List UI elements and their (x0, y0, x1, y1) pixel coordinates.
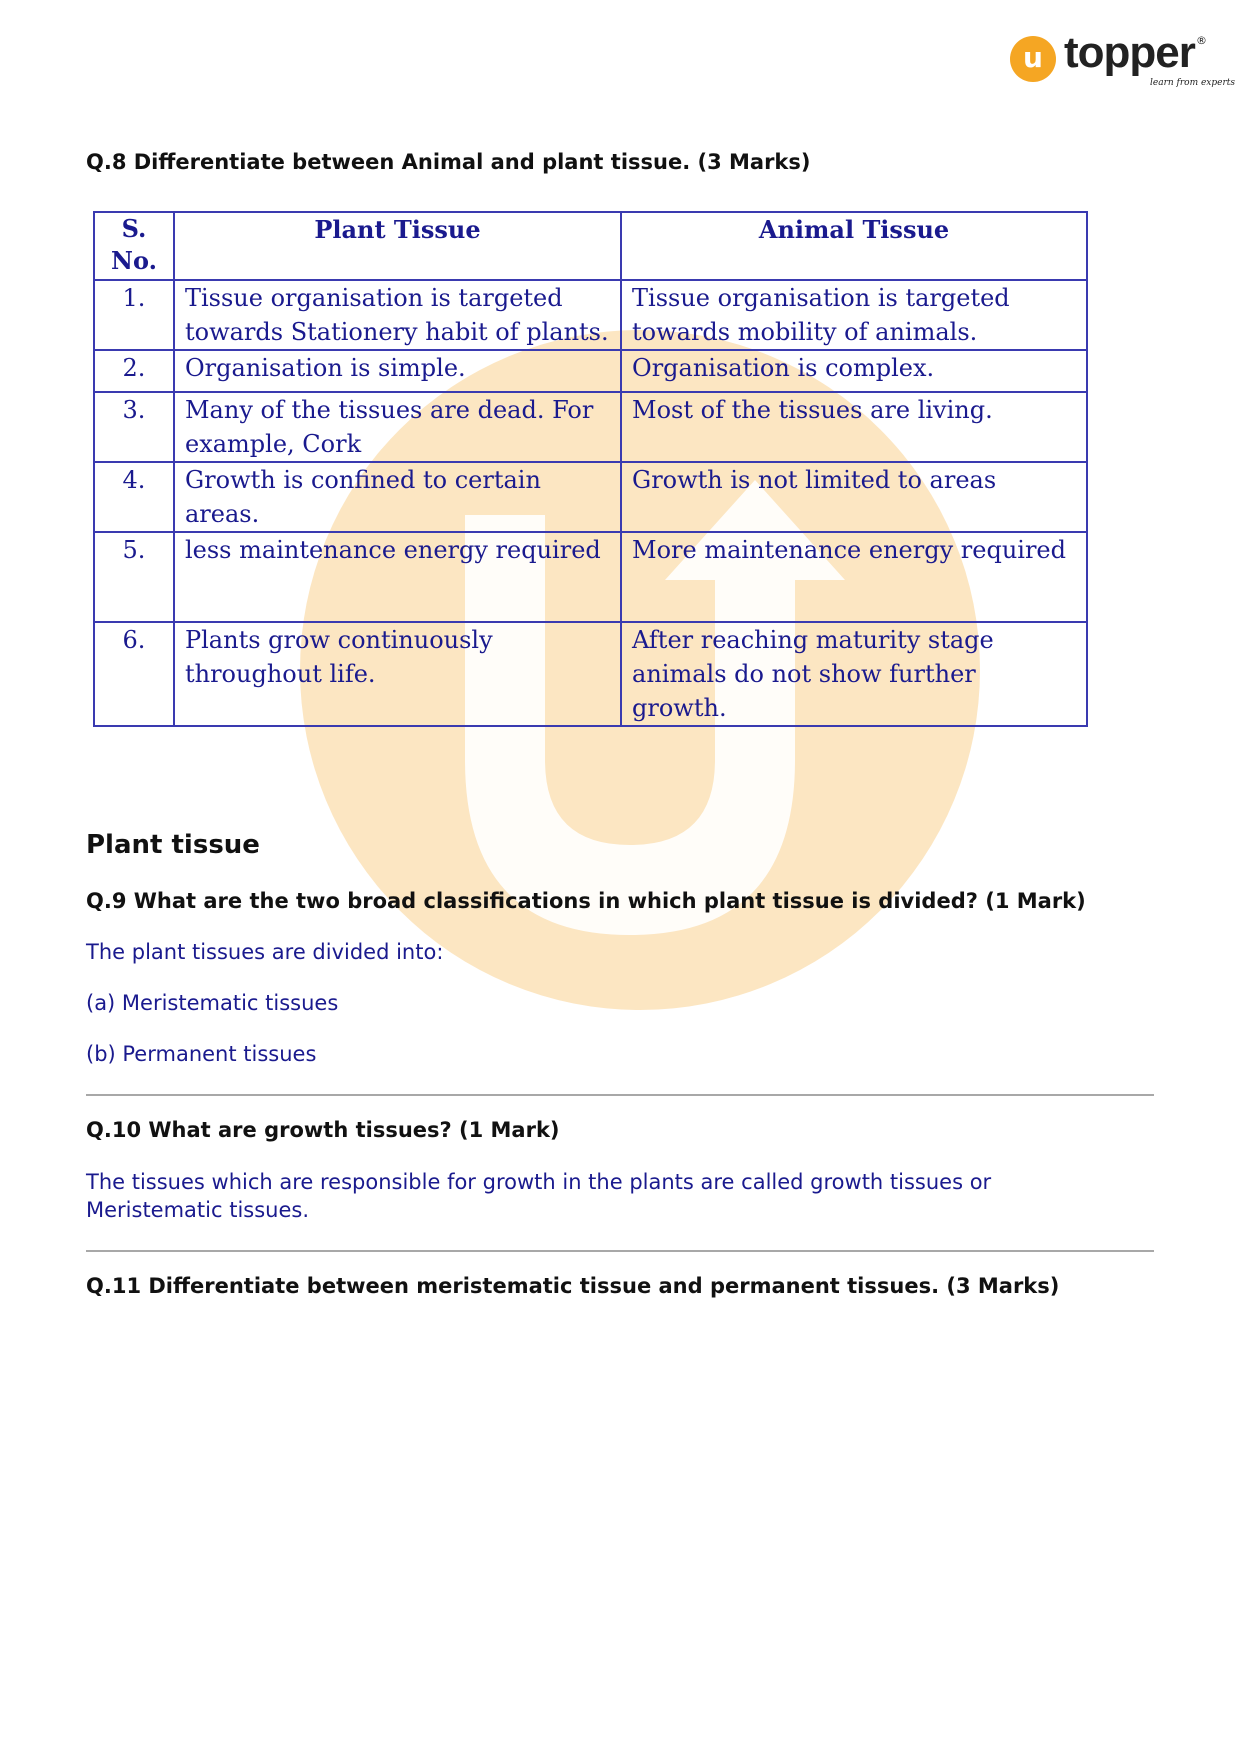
row-animal: Most of the tissues are living. (621, 392, 1087, 462)
q9-item-a: (a) Meristematic tissues (86, 991, 339, 1015)
q11-heading: Q.11 Differentiate between meristematic tissue and permanent tissues. (3 Marks) (86, 1274, 1060, 1298)
table-row (94, 280, 1087, 350)
table-row (94, 350, 1087, 392)
header-sno: S. No. (94, 212, 174, 280)
q10-heading: Q.10 What are growth tissues? (1 Mark) (86, 1118, 560, 1142)
brand-tagline: learn from experts (1150, 78, 1236, 88)
divider (86, 1250, 1154, 1252)
row-plant: Organisation is simple. (174, 350, 621, 392)
row-sno: 6. (94, 622, 174, 726)
q8-heading: Q.8 Differentiate between Animal and plant tissue. (3 Marks) (86, 150, 811, 174)
row-animal: More maintenance energy required (621, 532, 1087, 622)
row-animal: Growth is not limited to areas (621, 462, 1087, 532)
row-animal: Tissue organisation is targeted towards mobility of animals. (621, 280, 1087, 350)
logo-badge-icon: u (1010, 36, 1056, 82)
table-row (94, 532, 1087, 622)
q9-intro: The plant tissues are divided into: (86, 940, 444, 964)
table-row (94, 622, 1087, 726)
brand-name: topper (1064, 28, 1195, 77)
header-plant-tissue: Plant Tissue (174, 212, 621, 280)
row-plant: Growth is confined to certain areas. (174, 462, 621, 532)
table-row (94, 462, 1087, 532)
table-header-row (94, 212, 1087, 280)
row-plant: Tissue organisation is targeted towards Stationery habit of plants. (174, 280, 621, 350)
row-plant: Many of the tissues are dead. For example, Cork (174, 392, 621, 462)
comparison-table (93, 211, 1088, 727)
row-plant: less maintenance energy required (174, 532, 621, 622)
row-sno: 4. (94, 462, 174, 532)
brand-logo (1010, 28, 1236, 98)
row-plant: Plants grow continuously throughout life. (174, 622, 621, 726)
header-animal-tissue: Animal Tissue (621, 212, 1087, 280)
row-sno: 2. (94, 350, 174, 392)
row-animal: After reaching maturity stage animals do not show further growth. (621, 622, 1087, 726)
registered-mark: ® (1196, 34, 1207, 47)
row-sno: 5. (94, 532, 174, 622)
q9-heading: Q.9 What are the two broad classifications in which plant tissue is divided? (1 Mark) (86, 889, 1086, 913)
row-sno: 3. (94, 392, 174, 462)
q10-answer: The tissues which are responsible for growth in the plants are called growth tissues or Meristematic tissues. (86, 1170, 992, 1222)
q9-item-b: (b) Permanent tissues (86, 1042, 317, 1066)
divider (86, 1094, 1154, 1096)
table-row (94, 392, 1087, 462)
section-title: Plant tissue (86, 830, 260, 860)
row-sno: 1. (94, 280, 174, 350)
row-animal: Organisation is complex. (621, 350, 1087, 392)
